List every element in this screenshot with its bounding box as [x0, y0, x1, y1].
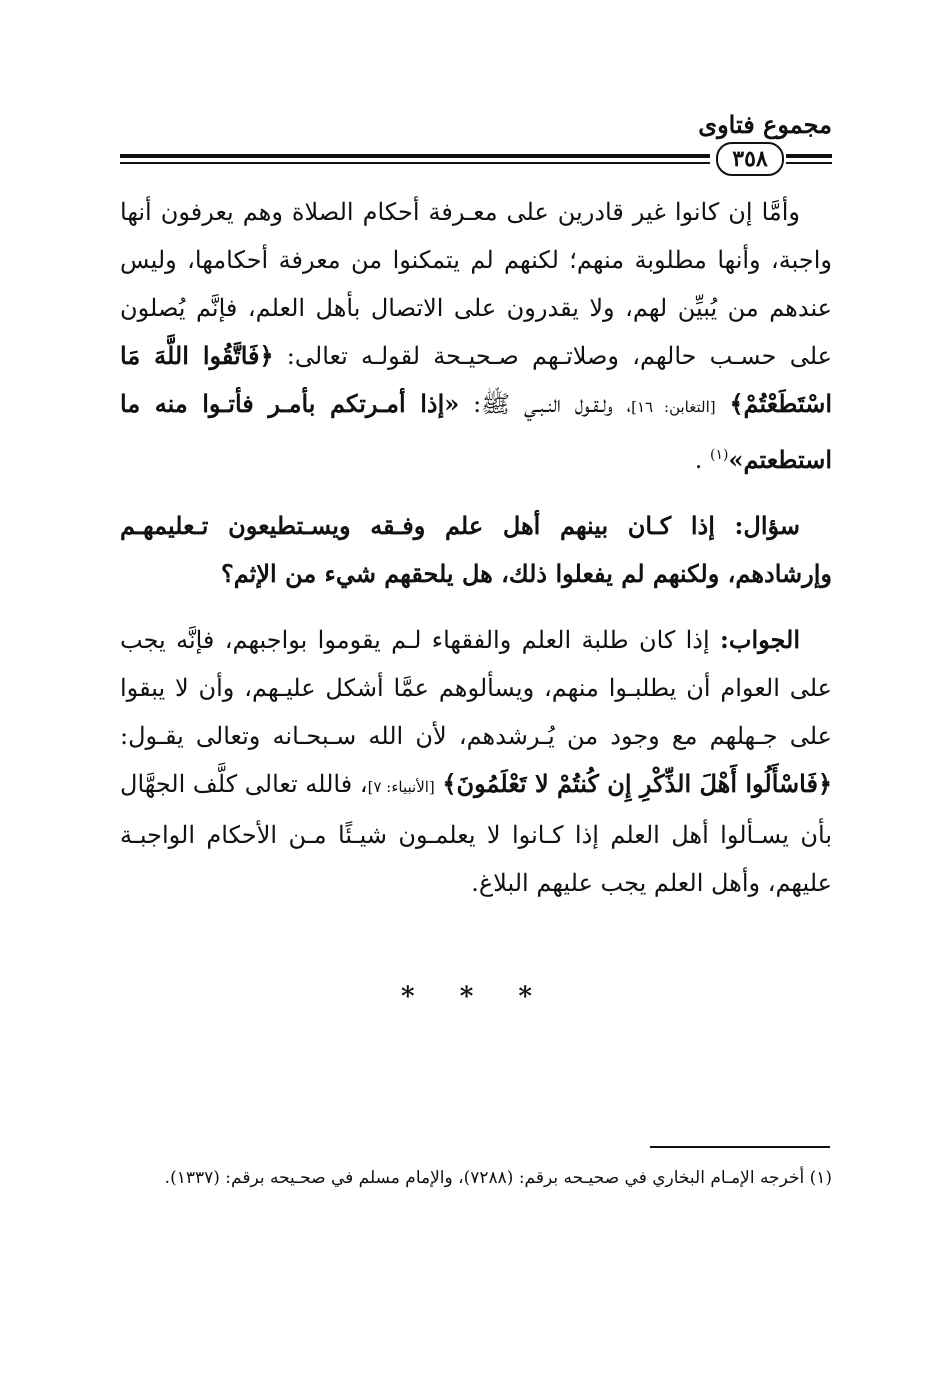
main-text — [120, 188, 832, 925]
header-rule-right-thin — [786, 162, 832, 164]
question-paragraph: سؤال: إذا كـان بينهم أهل علم وفـقه ويسـتطيعون تـعليمهـم وإرشادهم، ولكنهم لم يفعلوا ذلك، هل يلحقهم شيء من الإثم؟ — [120, 511, 832, 588]
book-title: مجموع فتاوى — [698, 110, 832, 139]
footnote: (١) أخرجه الإمـام البخاري في صحيـحه برقم: (٧٢٨٨)، والإمام مسلم في صحـيحه برقم: (١٣٣٧). — [164, 1168, 832, 1188]
answer-label: الجواب: — [720, 625, 800, 654]
quran-reference-1: [التغابن: ١٦] — [631, 398, 716, 416]
paragraph-1 — [120, 188, 832, 484]
header-rule-thick — [120, 154, 710, 158]
answer-text-b: ، فالله تعالى كلَّف الجهَّال بأن يسـألوا أهل العلم إذا كـانوا لا يعلمـون شيـئًا مـن الأحكام الواجبـة عليهم، وأهل العلم يجب عليهم البلاغ. — [120, 770, 832, 897]
answer-text-a: إذا كان طلبة العلم والفقهاء لـم يقوموا بواجبهم، فإنَّه يجب على العوام أن يطلبـوا منهم، ويسألوهم عمَّا أشكل عليـهم، وأن لا يبقوا على جـهلهم مع وجود من يُـرشدهم، لأن الله سـبحـانه وتعالى يقـول: — [120, 626, 832, 750]
paragraph-1-text-b: ، ولـقـول النـبـي ﷺ: — [459, 390, 632, 418]
footnote-marker: (١) — [710, 447, 729, 463]
paragraph-1-end: . — [694, 446, 711, 474]
footnote-divider — [650, 1146, 830, 1148]
header-rule-thin — [120, 162, 710, 164]
page-header — [120, 110, 832, 180]
quran-reference-2: [الأنبياء: ٧] — [367, 778, 435, 796]
paragraph-1-text-a: وأمَّا إن كانوا غير قادرين على معـرفة أحكام الصلاة وهم يعرفون أنها واجبة، وأنها مطلوبة منهم؛ لكنهم لم يتمكنوا من معرفة أحكامها، وليس عندهم من يُبيِّن لهم، ولا يقدرون على الاتصال بأهل العلم، فإنَّم يُصلون على حسـب حالهم، وصلاتـهم صـحيـحة لقولـه تعالى: — [120, 198, 833, 370]
quran-quote-1: ﴿فَاتَّقُوا اللَّهَ مَا اسْتَطَعْتُمْ﴾ — [120, 341, 832, 418]
page-number: ٣٥٨ — [716, 142, 784, 176]
answer-paragraph — [120, 616, 832, 907]
quran-quote-2: ﴿فَاسْأَلُوا أَهْلَ الذِّكْرِ إِن كُنتُمْ لا تَعْلَمُونَ﴾ — [442, 769, 833, 798]
section-separator: * * * — [401, 982, 550, 1012]
hadith-quote: «إذا أمـرتكم بأمـر فأتـوا منه ما استطعتم» — [120, 389, 832, 474]
header-rule-right-thick — [786, 154, 832, 158]
